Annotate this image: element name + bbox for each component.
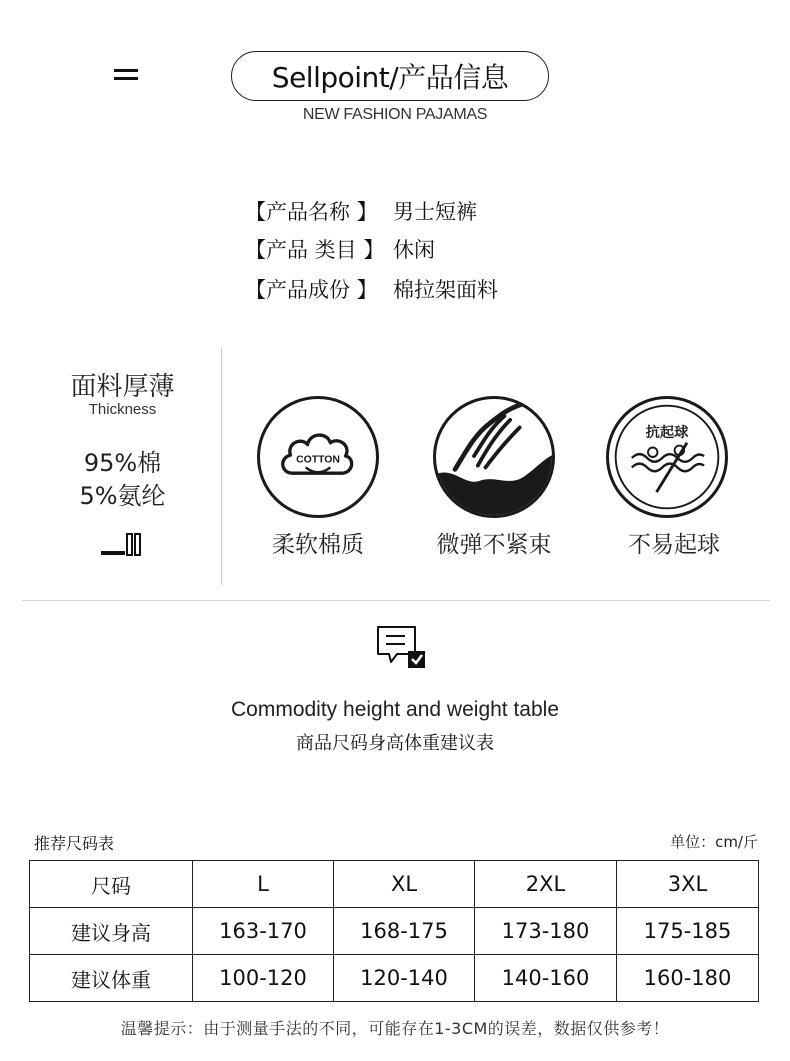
thickness-title: 面料厚薄 (70, 372, 175, 402)
footnote: 温馨提示：由于测量手法的不同，可能存在1-3CM的误差，数据仅供参考！ (120, 1019, 670, 1038)
composition-cotton: 95%棉 (83, 449, 162, 477)
table-cell: 100-120 (193, 955, 334, 1002)
table-row (30, 955, 759, 1002)
feature-label-soft-cotton: 柔软棉质 (272, 532, 364, 558)
table-header-row (30, 861, 759, 908)
info-product-category (245, 234, 435, 264)
table-cell: 160-180 (617, 955, 759, 1002)
thickness-subtitle: Thickness (88, 401, 157, 418)
stretch-fabric-icon (433, 396, 555, 518)
feature-label-slight-stretch: 微弹不紧束 (436, 532, 552, 558)
info-key: 【产品成份 】 (245, 278, 378, 302)
table-cell: 168-175 (334, 908, 475, 955)
info-value: 男士短裤 (393, 200, 477, 224)
table-header-cell: 2XL (475, 861, 617, 908)
size-table-title-cn: 商品尺码身高体重建议表 (296, 733, 494, 754)
size-table (29, 860, 759, 1002)
table-cell: 163-170 (193, 908, 334, 955)
thin-bars-icon (100, 530, 144, 558)
cotton-cloud-icon (257, 396, 379, 518)
info-value: 棉拉架面料 (393, 278, 498, 302)
table-cell: 120-140 (334, 955, 475, 1002)
feature-label-anti-pilling: 不易起球 (628, 532, 720, 558)
cotton-icon-text: COTTON (296, 454, 340, 466)
horizontal-divider (22, 600, 770, 601)
vertical-divider (221, 347, 222, 585)
page-title: Sellpoint/产品信息 (231, 51, 549, 101)
menu-icon (114, 69, 138, 83)
table-cell: 175-185 (617, 908, 759, 955)
info-product-composition (245, 274, 498, 304)
info-value: 休闲 (393, 238, 435, 262)
size-table-unit: 单位：cm/斤 (670, 833, 758, 851)
table-cell: 140-160 (475, 955, 617, 1002)
page-subtitle: NEW FASHION PAJAMAS (302, 106, 488, 123)
anti-pilling-icon (606, 396, 728, 518)
table-cell: 建议身高 (30, 908, 193, 955)
table-row (30, 908, 759, 955)
table-header-cell: 尺码 (30, 861, 193, 908)
table-cell: 建议体重 (30, 955, 193, 1002)
table-header-cell: 3XL (617, 861, 759, 908)
info-key: 【产品 类目 】 (245, 238, 385, 262)
size-table-label: 推荐尺码表 (34, 834, 115, 853)
table-cell: 173-180 (475, 908, 617, 955)
size-table-title-en: Commodity height and weight table (230, 698, 560, 721)
info-key: 【产品名称 】 (245, 200, 378, 224)
checklist-document-icon (375, 624, 427, 670)
anti-pilling-icon-text: 抗起球 (645, 425, 689, 442)
table-header-cell: XL (334, 861, 475, 908)
info-product-name (245, 196, 477, 226)
table-header-cell: L (193, 861, 334, 908)
composition-spandex: 5%氨纶 (79, 482, 166, 510)
